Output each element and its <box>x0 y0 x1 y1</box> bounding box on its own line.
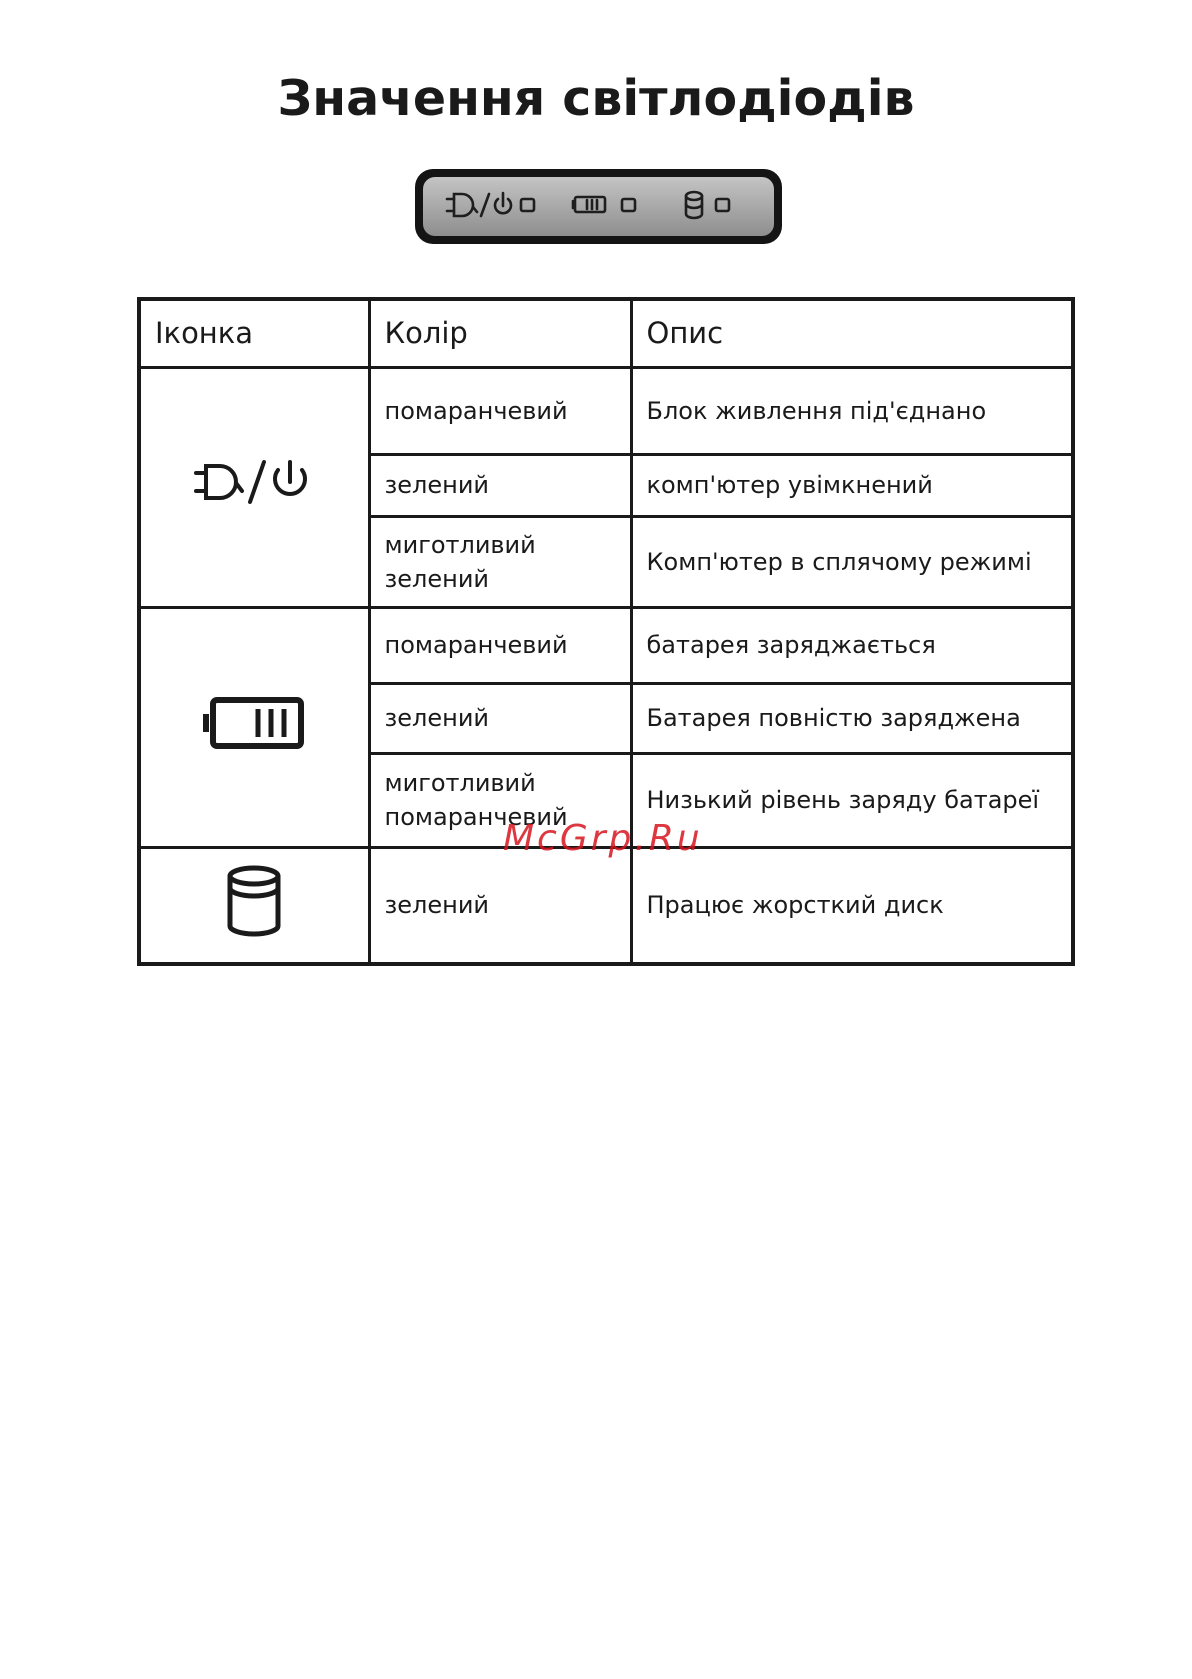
led-hdd <box>716 199 729 211</box>
hard-disk-icon <box>686 192 702 218</box>
power-adapter-icon <box>447 194 477 216</box>
icon-cell-hdd <box>139 847 369 964</box>
battery-icon <box>573 197 605 212</box>
watermark: McGrp.Ru <box>503 818 703 859</box>
header-color: Колір <box>369 299 631 367</box>
icon-cell-power <box>139 367 369 607</box>
header-icon: Іконка <box>139 299 369 367</box>
led-meaning-table <box>137 297 1075 966</box>
battery-icon <box>202 695 306 751</box>
power-icon <box>495 193 511 213</box>
page-title: Значення світлодіодів <box>277 70 915 127</box>
slash-separator <box>481 194 489 216</box>
color-cell <box>369 516 631 607</box>
header-description: Опис <box>631 299 1073 367</box>
description-cell: Комп'ютер в сплячому режимі <box>631 516 1073 607</box>
color-line: помаранчевий <box>384 803 568 831</box>
description-cell: батарея заряджається <box>631 607 1073 683</box>
color-cell: зелений <box>369 454 631 516</box>
power-adapter-power-icon <box>192 458 316 508</box>
table-row <box>139 847 1073 964</box>
color-cell: помаранчевий <box>369 607 631 683</box>
description-cell: Низький рівень заряду батареї <box>631 753 1073 847</box>
description-cell: Батарея повністю заряджена <box>631 683 1073 753</box>
description-cell: комп'ютер увімкнений <box>631 454 1073 516</box>
description-cell: Блок живлення під'єднано <box>631 367 1073 454</box>
table-row <box>139 367 1073 454</box>
color-line: зелений <box>384 564 490 593</box>
hard-disk-icon <box>224 864 284 938</box>
indicator-panel-icons <box>423 177 774 236</box>
led-power <box>521 199 534 211</box>
description-cell: Працює жорсткий диск <box>631 847 1073 964</box>
table-header-row <box>139 299 1073 367</box>
indicator-panel-photo <box>415 169 782 244</box>
led-battery <box>622 199 635 211</box>
table-row <box>139 607 1073 683</box>
color-cell: зелений <box>369 683 631 753</box>
icon-cell-battery <box>139 607 369 847</box>
color-cell: зелений <box>369 847 631 964</box>
color-line: миготливий <box>384 769 536 797</box>
color-cell: помаранчевий <box>369 367 631 454</box>
color-line: миготливий <box>384 530 536 559</box>
